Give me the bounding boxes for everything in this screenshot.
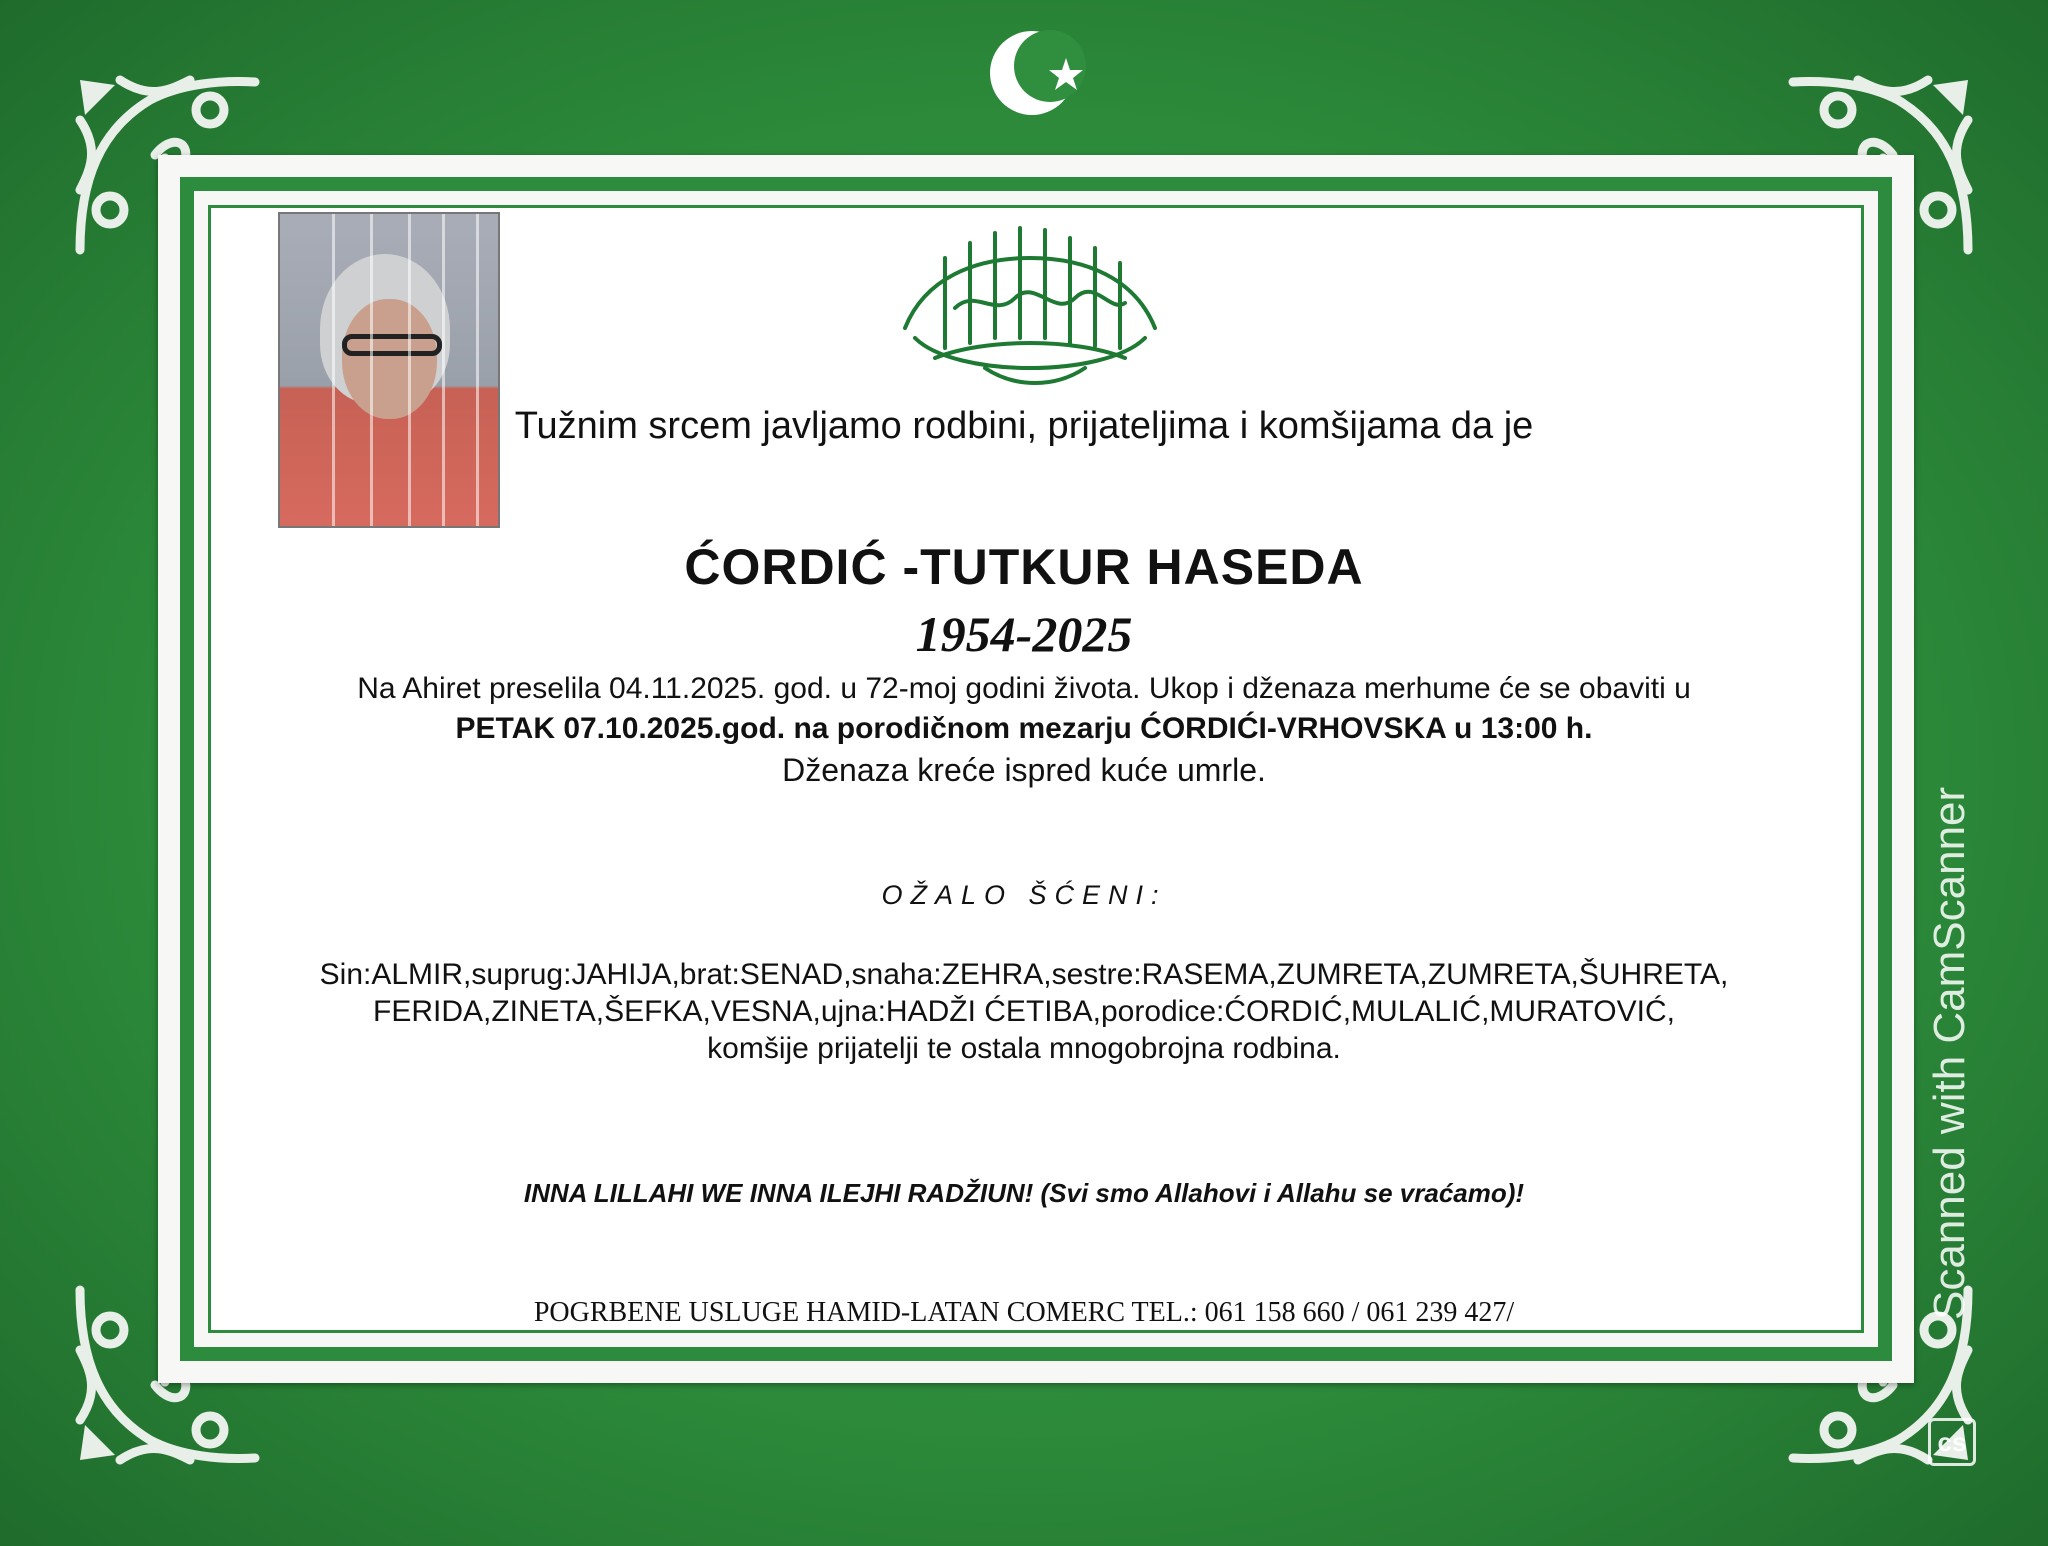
crescent-star-icon — [980, 18, 1100, 128]
mourners-heading: OŽALO ŠĆENI: — [881, 880, 1167, 910]
deceased-name: ĆORDIĆ -TUTKUR HASEDA — [684, 539, 1364, 595]
relatives-line1: Sin:ALMIR,suprug:JAHIJA,brat:SENAD,snaha:ZEHRA,sestre:RASEMA,ZUMRETA,ZUMRETA,ŠUHRETA, — [319, 958, 1729, 991]
burial-info-line3: Dženaza kreće ispred kuće umrle. — [782, 752, 1266, 788]
burial-info-line2: PETAK 07.10.2025.god. na porodičnom mezarju ĆORDIĆI-VRHOVSKA u 13:00 h. — [455, 712, 1593, 745]
camscanner-logo-icon: cs — [1928, 1418, 1976, 1466]
funeral-service-footer: POGRBENE USLUGE HAMID-LATAN COMERC TEL.: 061 158 660 / 061 239 427/ — [533, 1297, 1515, 1328]
portrait-photo — [278, 212, 500, 528]
relatives-line2: FERIDA,ZINETA,ŠEFKA,VESNA,ujna:HADŽI ĆETIBA,porodice:ĆORDIĆ,MULALIĆ,MURATOVIĆ, — [373, 995, 1675, 1028]
prayer-text: INNA LILLAHI WE INNA ILEJHI RADŽIUN! (Svi smo Allahovi i Allahu se vraćamo)! — [523, 1178, 1525, 1208]
life-years: 1954-2025 — [915, 606, 1133, 662]
intro-text: Tužnim srcem javljamo rodbini, prijateljima i komšijama da je — [514, 405, 1534, 447]
relatives-line3: komšije prijatelji te ostala mnogobrojna rodbina. — [707, 1032, 1341, 1065]
scanner-watermark: Scanned with CamScanner — [1925, 786, 1974, 1320]
calligraphy-emblem — [885, 218, 1175, 398]
burial-info-line1: Na Ahiret preselila 04.11.2025. god. u 72-moj godini života. Ukop i dženaza merhume će se obaviti u — [357, 672, 1691, 705]
